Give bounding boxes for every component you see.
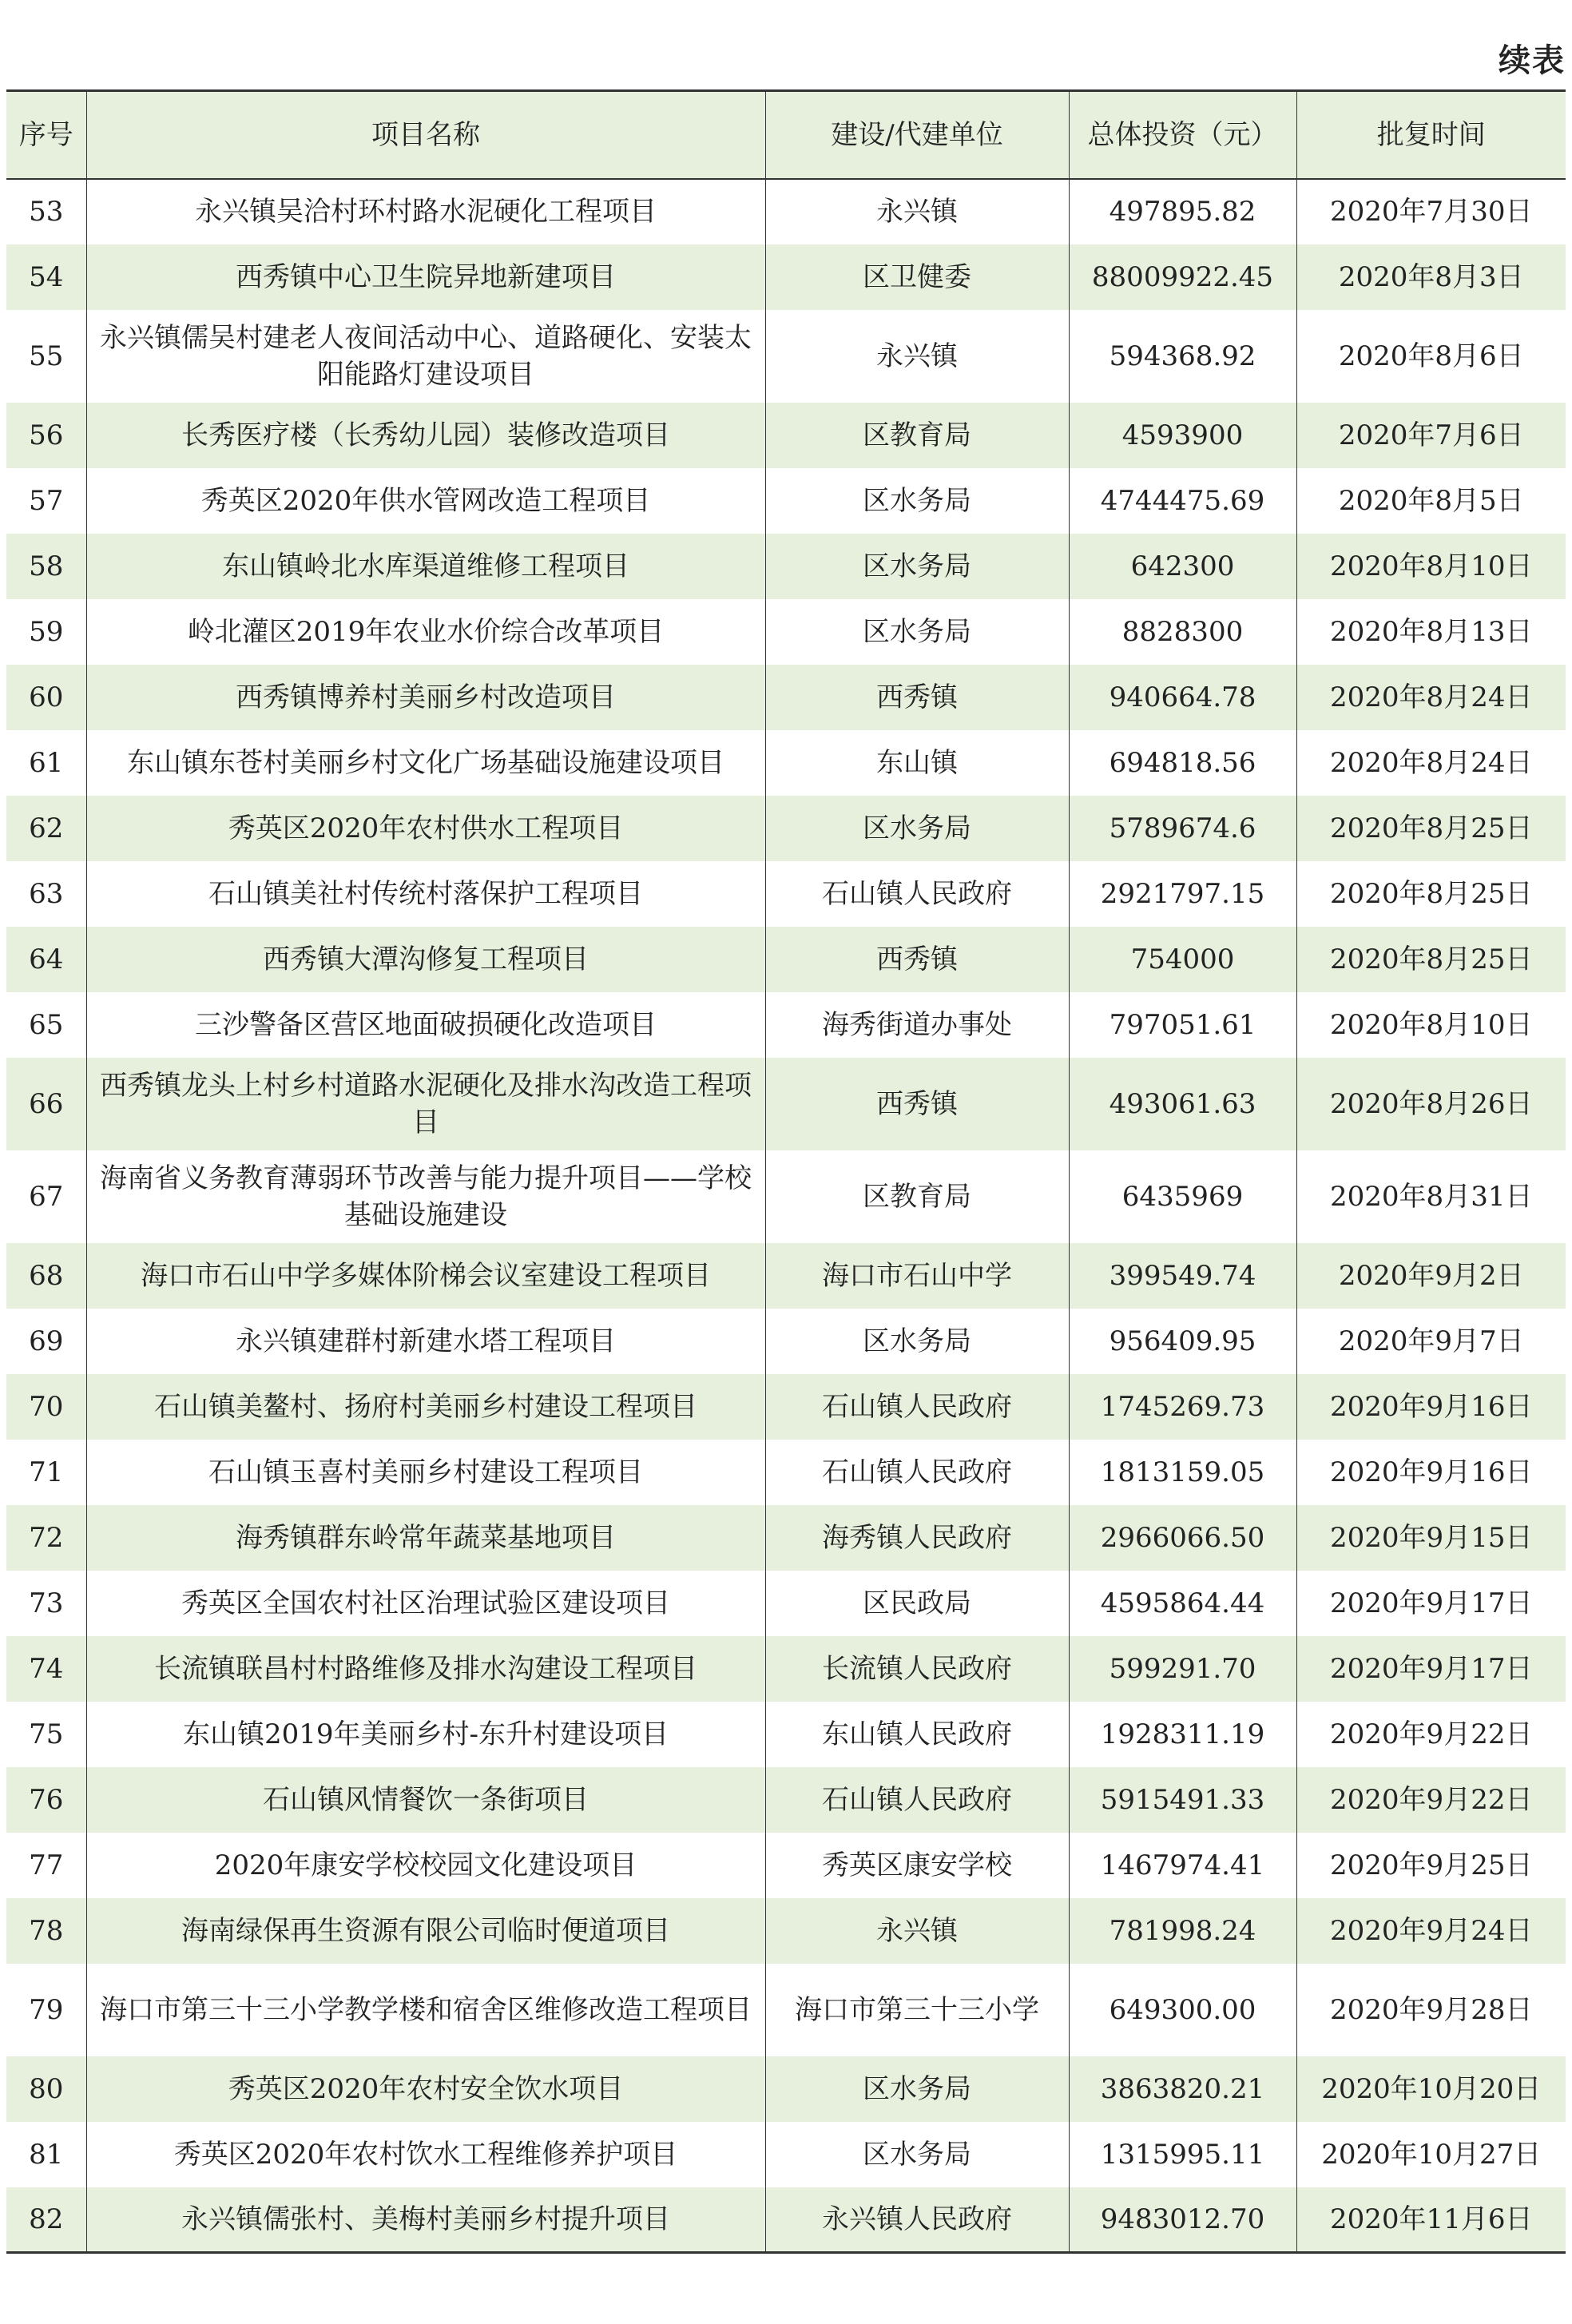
cell-approval-date: 2020年9月25日: [1296, 1833, 1566, 1898]
cell-index: 73: [29, 1587, 64, 1619]
cell-unit: 区民政局: [765, 1571, 1069, 1636]
cell-unit: 永兴镇: [765, 310, 1069, 403]
cell-investment: 594368.92: [1069, 310, 1296, 403]
cell-index: 80: [29, 2072, 64, 2105]
cell-approval-date: 2020年8月24日: [1296, 730, 1566, 796]
cell-index: 81: [29, 2138, 64, 2171]
cell-index: 77: [29, 1849, 64, 1881]
cell-approval-date: 2020年9月22日: [1296, 1702, 1566, 1767]
cell-index: 64: [29, 943, 64, 975]
cell-investment: 497895.82: [1069, 179, 1296, 244]
cell-unit: 区水务局: [765, 796, 1069, 861]
table-row: [6, 927, 1566, 992]
cell-unit: 区水务局: [765, 599, 1069, 665]
cell-approval-date: 2020年7月30日: [1296, 179, 1566, 244]
cell-unit: 东山镇: [765, 730, 1069, 796]
cell-approval-date: 2020年9月24日: [1296, 1898, 1566, 1964]
table-row: [6, 179, 1566, 244]
cell-project-name: 秀英区2020年农村饮水工程维修养护项目: [86, 2122, 765, 2187]
cell-investment: 649300.00: [1069, 1964, 1296, 2056]
cell-approval-date: 2020年10月27日: [1296, 2122, 1566, 2187]
cell-investment: 1813159.05: [1069, 1440, 1296, 1505]
cell-approval-date: 2020年8月10日: [1296, 534, 1566, 599]
table-header-row: [6, 91, 1566, 179]
table-row: [6, 1309, 1566, 1374]
table-row: [6, 665, 1566, 730]
table-row: [6, 468, 1566, 534]
cell-investment: 797051.61: [1069, 992, 1296, 1058]
cell-index: 58: [29, 550, 64, 582]
cell-investment: 399549.74: [1069, 1243, 1296, 1309]
cell-approval-date: 2020年8月31日: [1296, 1150, 1566, 1243]
cell-unit: 石山镇人民政府: [765, 1374, 1069, 1440]
header-project-name: 项目名称: [86, 91, 765, 179]
cell-index: 60: [29, 681, 64, 713]
cell-investment: 3863820.21: [1069, 2056, 1296, 2122]
cell-unit: 区水务局: [765, 1309, 1069, 1374]
cell-unit: 长流镇人民政府: [765, 1636, 1069, 1702]
cell-project-name: 秀英区2020年供水管网改造工程项目: [86, 468, 765, 534]
cell-unit: 永兴镇: [765, 1898, 1069, 1964]
cell-index: 82: [6, 2187, 86, 2253]
table-row: [6, 534, 1566, 599]
cell-investment: 1928311.19: [1069, 1702, 1296, 1767]
cell-approval-date: 2020年9月22日: [1296, 1767, 1566, 1833]
cell-approval-date: 2020年8月25日: [1296, 927, 1566, 992]
cell-unit: 石山镇人民政府: [765, 1767, 1069, 1833]
table-row: [6, 992, 1566, 1058]
cell-project-name: 永兴镇儒吴村建老人夜间活动中心、道路硬化、安装太阳能路灯建设项目: [86, 310, 765, 403]
cell-investment: 642300: [1069, 534, 1296, 599]
cell-approval-date: 2020年8月26日: [1296, 1058, 1566, 1150]
cell-unit: 海口市第三十三小学: [765, 1964, 1069, 2056]
cell-project-name: 东山镇2019年美丽乡村-东升村建设项目: [86, 1702, 765, 1767]
cell-unit: 西秀镇: [765, 665, 1069, 730]
table-row: [6, 1898, 1566, 1964]
cell-approval-date: 2020年7月6日: [1296, 403, 1566, 468]
cell-approval-date: 2020年9月28日: [1296, 1964, 1566, 2056]
cell-approval-date: 2020年8月25日: [1296, 796, 1566, 861]
cell-project-name: 永兴镇吴洽村环村路水泥硬化工程项目: [86, 179, 765, 244]
cell-index: 63: [29, 877, 64, 910]
continued-label: 续表: [1499, 42, 1566, 79]
cell-unit: 区水务局: [765, 2056, 1069, 2122]
cell-project-name: 西秀镇龙头上村乡村道路水泥硬化及排水沟改造工程项目: [86, 1058, 765, 1150]
cell-project-name: 海南绿保再生资源有限公司临时便道项目: [86, 1898, 765, 1964]
table-row: [6, 1702, 1566, 1767]
cell-unit: 西秀镇: [765, 927, 1069, 992]
table-row: [6, 730, 1566, 796]
cell-approval-date: 2020年8月25日: [1296, 861, 1566, 927]
cell-index: 68: [29, 1259, 64, 1292]
table-row: [6, 1833, 1566, 1898]
cell-unit: 区卫健委: [765, 244, 1069, 310]
table-row: [6, 2187, 1566, 2253]
cell-project-name: 石山镇美社村传统村落保护工程项目: [86, 861, 765, 927]
cell-investment: 5789674.6: [1069, 796, 1296, 861]
cell-unit: 区教育局: [765, 1150, 1069, 1243]
cell-unit: 区水务局: [765, 468, 1069, 534]
cell-approval-date: 2020年8月10日: [1296, 992, 1566, 1058]
cell-approval-date: 2020年8月3日: [1296, 244, 1566, 310]
header-index: 序号: [6, 91, 86, 179]
cell-project-name: 岭北灌区2019年农业水价综合改革项目: [86, 599, 765, 665]
cell-approval-date: 2020年10月20日: [1296, 2056, 1566, 2122]
table-row: [6, 1571, 1566, 1636]
cell-unit: 区教育局: [765, 403, 1069, 468]
cell-project-name: 永兴镇儒张村、美梅村美丽乡村提升项目: [86, 2187, 765, 2253]
cell-unit: 东山镇人民政府: [765, 1702, 1069, 1767]
cell-project-name: 海口市石山中学多媒体阶梯会议室建设工程项目: [86, 1243, 765, 1309]
table-row: [6, 1058, 1566, 1150]
cell-index: 79: [29, 1993, 64, 2026]
cell-index: 75: [29, 1718, 64, 1750]
cell-index: 61: [29, 746, 64, 779]
cell-project-name: 长秀医疗楼（长秀幼儿园）装修改造项目: [86, 403, 765, 468]
cell-index: 65: [29, 1008, 64, 1041]
cell-project-name: 长流镇联昌村村路维修及排水沟建设工程项目: [86, 1636, 765, 1702]
table-row: [6, 244, 1566, 310]
cell-index: 76: [29, 1783, 64, 1816]
cell-unit: 区水务局: [765, 2122, 1069, 2187]
cell-approval-date: 2020年9月15日: [1296, 1505, 1566, 1571]
cell-approval-date: 2020年8月5日: [1296, 468, 1566, 534]
header-investment: 总体投资（元）: [1069, 91, 1296, 179]
cell-investment: 8828300: [1069, 599, 1296, 665]
cell-project-name: 石山镇玉喜村美丽乡村建设工程项目: [86, 1440, 765, 1505]
cell-approval-date: 2020年9月16日: [1296, 1374, 1566, 1440]
cell-unit: 永兴镇人民政府: [765, 2187, 1069, 2253]
cell-investment: 4744475.69: [1069, 468, 1296, 534]
table-row: [6, 1636, 1566, 1702]
cell-unit: 永兴镇: [765, 179, 1069, 244]
cell-investment: 2966066.50: [1069, 1505, 1296, 1571]
table-row: [6, 403, 1566, 468]
cell-index: 54: [29, 260, 64, 293]
cell-investment: 940664.78: [1069, 665, 1296, 730]
cell-index: 74: [29, 1652, 64, 1685]
table-row: [6, 1243, 1566, 1309]
cell-investment: 4593900: [1069, 403, 1296, 468]
cell-unit: 海口市石山中学: [765, 1243, 1069, 1309]
cell-project-name: 永兴镇建群村新建水塔工程项目: [86, 1309, 765, 1374]
cell-index: 53: [29, 196, 64, 228]
cell-approval-date: 2020年9月16日: [1296, 1440, 1566, 1505]
cell-index: 62: [29, 812, 64, 844]
cell-unit: 区水务局: [765, 534, 1069, 599]
cell-investment: 956409.95: [1069, 1309, 1296, 1374]
cell-project-name: 2020年康安学校校园文化建设项目: [86, 1833, 765, 1898]
cell-project-name: 西秀镇大潭沟修复工程项目: [86, 927, 765, 992]
table-row: [6, 2056, 1566, 2122]
table-row: [6, 1767, 1566, 1833]
header-approval-date: 批复时间: [1296, 91, 1566, 179]
cell-index: 70: [29, 1390, 64, 1423]
cell-unit: 海秀镇人民政府: [765, 1505, 1069, 1571]
cell-unit: 石山镇人民政府: [765, 1440, 1069, 1505]
cell-investment: 9483012.70: [1069, 2187, 1296, 2253]
cell-investment: 6435969: [1069, 1150, 1296, 1243]
cell-index: 71: [29, 1456, 64, 1488]
cell-project-name: 秀英区2020年农村供水工程项目: [86, 796, 765, 861]
project-table: [6, 89, 1566, 2254]
cell-approval-date: 2020年8月24日: [1296, 665, 1566, 730]
cell-approval-date: 2020年9月7日: [1296, 1309, 1566, 1374]
cell-unit: 海秀街道办事处: [765, 992, 1069, 1058]
table-row: [6, 310, 1566, 403]
cell-investment: 599291.70: [1069, 1636, 1296, 1702]
cell-approval-date: 2020年9月2日: [1296, 1243, 1566, 1309]
cell-project-name: 东山镇东苍村美丽乡村文化广场基础设施建设项目: [86, 730, 765, 796]
cell-project-name: 石山镇美鳌村、扬府村美丽乡村建设工程项目: [86, 1374, 765, 1440]
cell-project-name: 西秀镇博养村美丽乡村改造项目: [86, 665, 765, 730]
cell-project-name: 秀英区全国农村社区治理试验区建设项目: [86, 1571, 765, 1636]
cell-approval-date: 2020年11月6日: [1296, 2187, 1566, 2253]
cell-investment: 754000: [1069, 927, 1296, 992]
table-row: [6, 2122, 1566, 2187]
table-row: [6, 1440, 1566, 1505]
cell-investment: 2921797.15: [1069, 861, 1296, 927]
header-unit: 建设/代建单位: [765, 91, 1069, 179]
cell-index: 72: [29, 1521, 64, 1554]
cell-index: 55: [29, 340, 64, 372]
table-row: [6, 1374, 1566, 1440]
cell-project-name: 西秀镇中心卫生院异地新建项目: [86, 244, 765, 310]
cell-project-name: 海秀镇群东岭常年蔬菜基地项目: [86, 1505, 765, 1571]
cell-investment: 694818.56: [1069, 730, 1296, 796]
table-row: [6, 1150, 1566, 1243]
cell-investment: 781998.24: [1069, 1898, 1296, 1964]
cell-project-name: 海口市第三十三小学教学楼和宿舍区维修改造工程项目: [86, 1964, 765, 2056]
cell-index: 67: [29, 1180, 64, 1213]
cell-index: 59: [29, 615, 64, 648]
cell-investment: 4595864.44: [1069, 1571, 1296, 1636]
cell-project-name: 东山镇岭北水库渠道维修工程项目: [86, 534, 765, 599]
cell-index: 57: [29, 484, 64, 517]
cell-unit: 秀英区康安学校: [765, 1833, 1069, 1898]
table-row: [6, 599, 1566, 665]
cell-index: 78: [29, 1914, 64, 1947]
cell-unit: 石山镇人民政府: [765, 861, 1069, 927]
table-body: [6, 179, 1566, 2253]
cell-project-name: 三沙警备区营区地面破损硬化改造项目: [86, 992, 765, 1058]
cell-investment: 1467974.41: [1069, 1833, 1296, 1898]
cell-investment: 493061.63: [1069, 1058, 1296, 1150]
table-row: [6, 1505, 1566, 1571]
cell-investment: 5915491.33: [1069, 1767, 1296, 1833]
table-row: [6, 1964, 1566, 2056]
cell-approval-date: 2020年9月17日: [1296, 1571, 1566, 1636]
cell-index: 56: [29, 419, 64, 451]
cell-approval-date: 2020年8月13日: [1296, 599, 1566, 665]
cell-index: 66: [29, 1087, 64, 1120]
cell-investment: 1745269.73: [1069, 1374, 1296, 1440]
cell-approval-date: 2020年9月17日: [1296, 1636, 1566, 1702]
cell-project-name: 海南省义务教育薄弱环节改善与能力提升项目——学校基础设施建设: [86, 1150, 765, 1243]
cell-investment: 1315995.11: [1069, 2122, 1296, 2187]
cell-approval-date: 2020年8月6日: [1296, 310, 1566, 403]
cell-unit: 西秀镇: [765, 1058, 1069, 1150]
cell-investment: 88009922.45: [1069, 244, 1296, 310]
table-row: [6, 861, 1566, 927]
cell-project-name: 石山镇风情餐饮一条街项目: [86, 1767, 765, 1833]
cell-project-name: 秀英区2020年农村安全饮水项目: [86, 2056, 765, 2122]
cell-index: 69: [29, 1325, 64, 1357]
table-row: [6, 796, 1566, 861]
